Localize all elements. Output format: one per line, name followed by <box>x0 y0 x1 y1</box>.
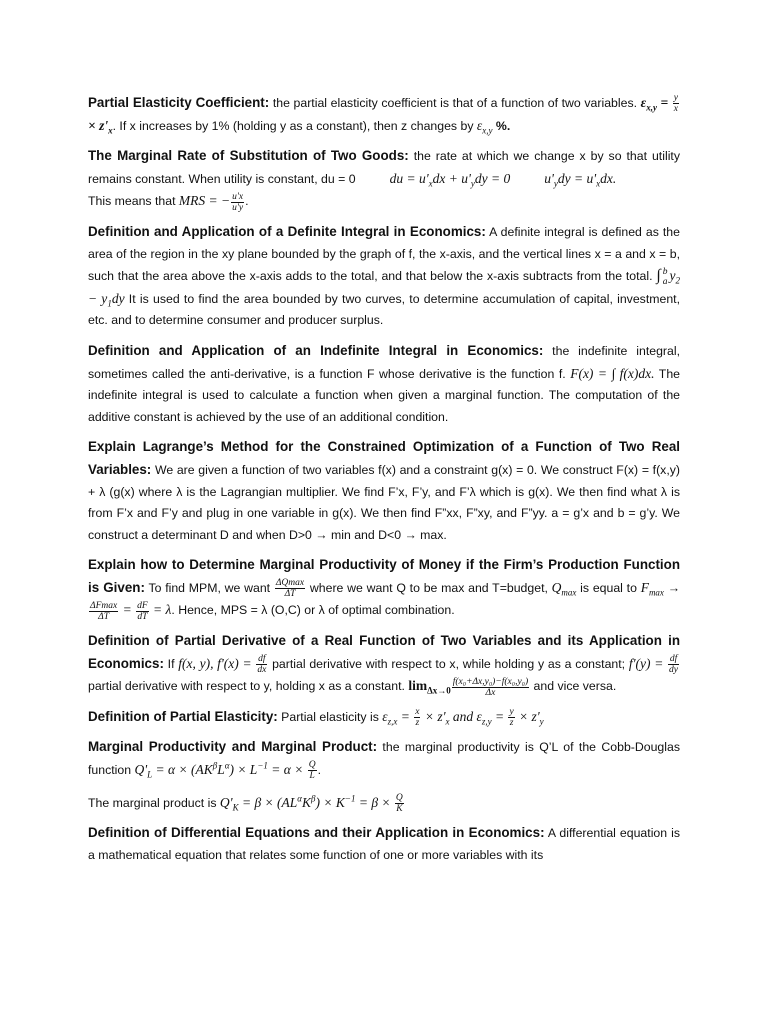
body-text: . Hence, MPS = λ (O,C) or λ of optimal combination. <box>171 603 455 618</box>
section-definite-integral <box>88 221 680 332</box>
body-text: It is used to find the area bounded by two curves, to determine accumulation of capital, investment, etc. and to determine consumer and producer surplus. <box>88 291 680 328</box>
section-marginal-productivity-and-product: Marginal Productivity and Marginal Product: the marginal productivity is Q’L of the Cobb-Douglas function $Q'_L = \alpha \times (AK^\beta L^\alpha) \times L^{-1} = \alpha$ × $\frac{Q}{L}$ . The marginal product is $Q'_K = \beta \times (AL^\alpha K^\beta) \times K^{-1} = \beta$ × $\frac{Q}{K}$ <box>88 739 680 814</box>
math-formula: × $z'_y$ <box>515 708 544 727</box>
body-text: The indefinite integral is used to calculate a function when given a marginal function. The computation of the additive constant is achieved by the use of an additional condition. <box>88 366 680 424</box>
math-formula: F(x) = ∫ f(x)dx. <box>570 365 655 381</box>
integral-limits: b a <box>662 266 668 287</box>
body-text: is equal to <box>576 580 641 595</box>
body-text: . If x increases by 1% (holding y as a constant), then z changes by <box>112 118 477 133</box>
math-formula: × $z'_x$ <box>421 708 450 727</box>
section-heading: Definition of Differential Equations and their Application in Economics: <box>88 825 545 841</box>
section-heading: Definition and Application of a Definite Integral in Economics: <box>88 223 486 239</box>
body-text: and <box>449 708 477 724</box>
section-heading: Explain Lagrange’s Method for the Constrained Optimization of a Function of Two Real Variables: <box>88 439 680 477</box>
body-text: A differential equation is a mathematical equation that relates some function of one or more variables with its <box>88 826 680 862</box>
body-line: This means that MRS = − $\frac{u'x}{u'y}$ . <box>88 191 249 213</box>
math-formula: $F_{max}$ <box>640 579 664 598</box>
section-partial-elasticity-coefficient <box>88 92 680 137</box>
math-fraction: $\frac{u'x}{u'y}$ <box>232 191 244 213</box>
math-fraction: $\frac{y}{z}$ <box>509 707 514 729</box>
math-formula: du = $u'_xdx + u'_ydy = 0$ <box>389 170 511 189</box>
body-text: Partial elasticity is <box>277 709 383 724</box>
math-formula: $Q_{max}$ <box>551 579 577 598</box>
section-marginal-productivity-of-money: Explain how to Determine Marginal Productivity of Money if the Firm’s Production Function is Given: To find MPM, we want $\frac{\Delta Qmax}{\Delta T}$ where we want Q to be max and T=budget, $Q_{max}$ is equal to $F_{max}$ → $\frac{\Delta Fmax}{\Delta T}$ = $\frac{dF}{dT}$ = λ. Hence, MPS = λ (O,C) or λ of optimal combination. <box>88 557 680 622</box>
body-line: The marginal product is $Q'_K = \beta \times (AL^\alpha K^\beta) \times K^{-1} = \beta$ × $\frac{Q}{K}$ <box>88 792 403 814</box>
math-formula: $\varepsilon_{z,x}$ = <box>382 708 414 727</box>
document-page <box>88 92 680 874</box>
body-text: the marginal productivity is Q’L of the Cobb-Douglas function <box>88 740 680 778</box>
math-formula: $\varepsilon_{x,y}$ <box>476 117 493 136</box>
body-text: We are given a function of two variables f(x) and a constraint g(x) = 0. We construct F(x) = f(x,y) + λ (g(x) where λ is the Lagrangian multiplier. We find F’x, F’y, and F’λ which is g(x). We then find what λ is from F’x and F’y and plug in one variable in g(x). We then find F”xx, F”xy, and F”yy. a = g’x and b = g’y. We construct a determinant D and when D>0 → min and D<0 → max. <box>88 462 680 542</box>
math-fraction: $\frac{y}{x}$ <box>673 93 678 115</box>
math-formula: $y_2 - y_1dy$ <box>88 268 680 309</box>
section-marginal-rate-of-substitution <box>88 145 680 213</box>
body-text: the rate at which we change x by so that utility remains constant. When utility is constant, du = 0 <box>88 149 680 186</box>
math-fraction: $\frac{df}{dx}$ <box>257 653 267 675</box>
body-text: partial derivative with respect to x, while holding y as a constant; <box>268 656 629 671</box>
math-fraction: $\frac{df}{dy}$ <box>669 653 678 675</box>
math-formula: $\varepsilon_{x,y}$ = <box>640 95 672 113</box>
math-fraction: $\frac{\text{f(x₀+Δx,y₀)−f(x₀,y₀)}}{\Delta x}$ <box>452 676 529 698</box>
math-fraction: $\frac{Q}{K}$ <box>395 792 403 814</box>
section-partial-elasticity-definition <box>88 706 680 729</box>
math-fraction: $\frac{x}{z}$ <box>415 707 420 729</box>
math-formula: $Q'_K = \beta \times (AL^\alpha K^\beta) \times K^{-1} = \beta$ × <box>219 793 394 813</box>
math-formula: $u'_ydy = u'_xdx$. <box>544 170 617 189</box>
math-fraction: $\frac{\Delta Qmax}{\Delta T}$ <box>275 578 305 600</box>
section-heading: Explain how to Determine Marginal Productivity of Money if the Firm’s Production Function is Given: <box>88 557 680 595</box>
math-formula: $\varepsilon_{z,y}$ = <box>476 708 508 727</box>
section-heading: Definition of Partial Elasticity: <box>88 708 278 724</box>
body-text: %. <box>492 118 511 133</box>
section-heading: Definition of Partial Derivative of a Real Function of Two Variables and its Application in Economics: <box>88 633 680 671</box>
section-lagrange-method <box>88 436 680 546</box>
body-text: the partial elasticity coefficient is that of a function of two variables. <box>269 96 638 110</box>
section-heading: Partial Elasticity Coefficient: <box>88 95 270 110</box>
body-text: To find MPM, we want <box>144 580 274 595</box>
math-fraction: $\frac{Q}{L}$ <box>308 760 316 782</box>
section-heading: Definition and Application of an Indefinite Integral in Economics: <box>88 342 544 358</box>
section-partial-derivative <box>88 630 680 698</box>
math-fraction: $\frac{dF}{dT}$ <box>137 600 148 622</box>
section-heading: Marginal Productivity and Marginal Product: <box>88 739 378 755</box>
section-heading: The Marginal Rate of Substitution of Two Goods: <box>88 148 409 164</box>
math-formula: f'(y) = <box>628 655 668 671</box>
body-text: the indefinite integral, sometimes called the anti-derivative, is a function F whose derivative is the function f. <box>88 343 680 381</box>
body-text: and vice versa. <box>530 679 617 694</box>
math-fraction: $\frac{\Delta Fmax}{\Delta T}$ <box>90 600 118 622</box>
math-formula: $Q'_L = \alpha \times (AK^\beta L^\alpha) \times L^{-1} = \alpha$ × <box>134 760 307 780</box>
integral-symbol: ∫ <box>656 267 661 285</box>
body-text: If <box>163 656 179 671</box>
limit-operator: $\lim_{\Delta x\to 0}$ <box>408 678 451 696</box>
section-differential-equations <box>88 822 680 866</box>
body-text: partial derivative with respect to y, holding x as a constant. <box>88 679 409 694</box>
body-text: where we want Q to be max and T=budget, <box>306 580 552 595</box>
body-text: A definite integral is defined as the area of the region in the xy plane bounded by the graph of f, the x-axis, and the vertical lines x = a and x = b, such that the area above the x-axis adds to the total, and that below the x-axis subtracts from the total. <box>88 224 680 284</box>
math-formula: f(x, y), f'(x) = <box>178 655 256 671</box>
section-indefinite-integral <box>88 340 680 428</box>
math-formula: × $z'_x$ <box>88 117 113 136</box>
